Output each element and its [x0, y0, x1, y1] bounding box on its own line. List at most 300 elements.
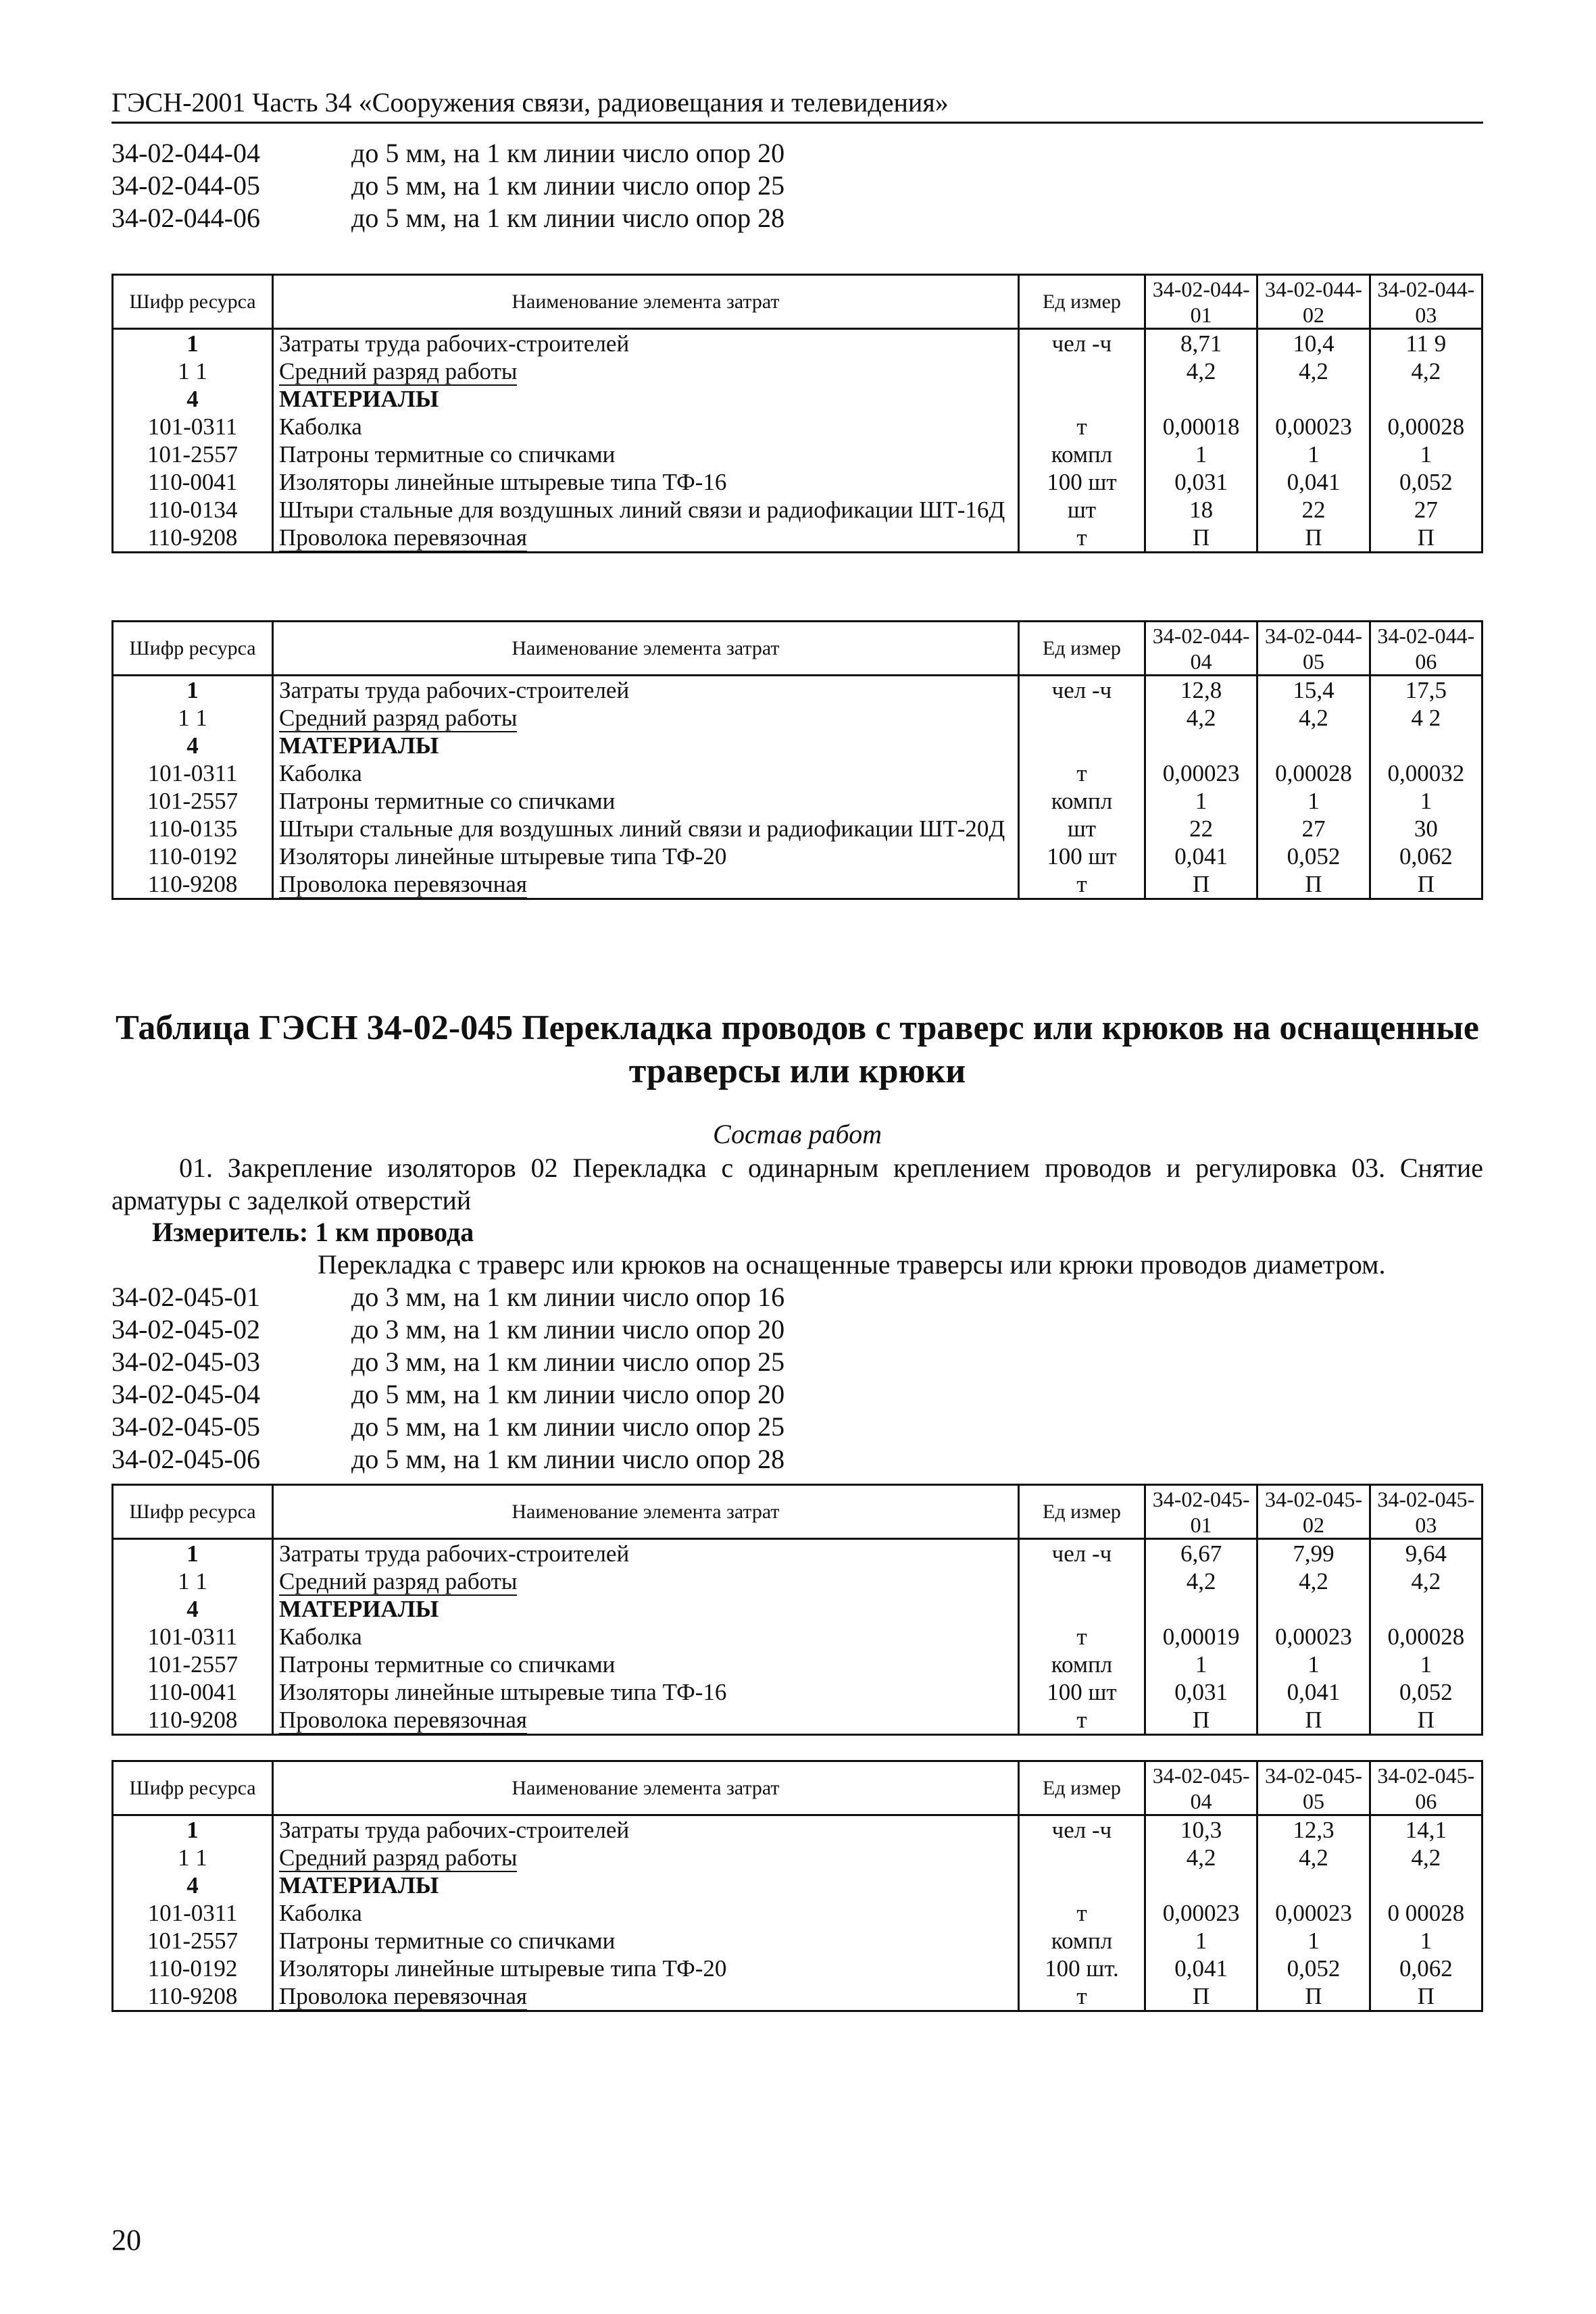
value-cell: 4,2	[1145, 1844, 1257, 1871]
value-cell: 14,1	[1370, 1815, 1482, 1844]
resource-code: 1	[113, 1539, 273, 1568]
resource-code: 4	[113, 732, 273, 759]
cost-element-name	[273, 385, 1019, 413]
unit: т	[1018, 1623, 1145, 1651]
unit: 100 шт	[1018, 842, 1145, 870]
unit	[1018, 385, 1145, 413]
value-cell: 9,64	[1370, 1539, 1482, 1568]
composition-title: Состав работ	[713, 1119, 882, 1149]
code-row	[111, 170, 784, 202]
resource-table-045-1	[111, 1484, 1483, 1736]
resource-code: 1 1	[113, 1844, 273, 1871]
value-cell: 4 2	[1370, 704, 1482, 732]
value-cell: 27	[1370, 496, 1482, 524]
table-row	[113, 704, 1482, 732]
unit	[1018, 1567, 1145, 1595]
header-cost-element: Наименование элемента затрат	[273, 622, 1019, 676]
table-row	[113, 732, 1482, 759]
cost-element-name	[273, 1815, 1019, 1844]
resource-code: 101-2557	[113, 441, 273, 468]
resource-code: 101-2557	[113, 787, 273, 815]
code-row	[111, 1411, 784, 1443]
code-row	[111, 1313, 784, 1346]
value-cell: 0,052	[1370, 1678, 1482, 1706]
table-row	[113, 759, 1482, 787]
header-norm-code: 34-02-045-04	[1145, 1761, 1257, 1815]
unit: т	[1018, 1706, 1145, 1735]
cost-element-name	[273, 1955, 1019, 1982]
unit: компл	[1018, 441, 1145, 468]
norm-code: 34-02-045-06	[111, 1444, 260, 1474]
resource-code: 110-9208	[113, 870, 273, 899]
resource-code: 1 1	[113, 1567, 273, 1595]
value-cell: П	[1370, 524, 1482, 553]
header-cost-element: Наименование элемента затрат	[273, 275, 1019, 329]
cost-element-name	[273, 815, 1019, 842]
cost-element-text: Затраты труда рабочих-строителей	[279, 330, 630, 357]
cost-element-name	[273, 787, 1019, 815]
cost-element-name	[273, 413, 1019, 441]
unit	[1018, 1871, 1145, 1899]
value-cell: 0,00023	[1145, 1899, 1257, 1927]
value-cell: П	[1257, 524, 1370, 553]
code-row	[111, 1443, 784, 1476]
table-row	[113, 842, 1482, 870]
value-cell: 0,00019	[1145, 1623, 1257, 1651]
cost-element-text: Патроны термитные со спичками	[279, 1928, 616, 1954]
value-cell: 0,00023	[1257, 1623, 1370, 1651]
value-cell: 4,2	[1257, 357, 1370, 385]
description: Перекладка с траверс или крюков на оснащенные траверсы или крюки проводов диаметром.	[318, 1249, 1386, 1280]
unit: чел -ч	[1018, 1539, 1145, 1568]
value-cell: 1	[1145, 1927, 1257, 1955]
cost-element-text: Средний разряд работы	[279, 705, 518, 731]
unit: шт	[1018, 496, 1145, 524]
resource-table-044-2	[111, 620, 1483, 900]
header-norm-code: 34-02-045-02	[1257, 1485, 1370, 1539]
cost-element-text: Патроны термитные со спичками	[279, 788, 616, 814]
table-row	[113, 1539, 1482, 1568]
cost-element-text: Каболка	[279, 413, 362, 440]
norm-code: 34-02-044-06	[111, 203, 260, 233]
table-row	[113, 787, 1482, 815]
resource-code: 4	[113, 1595, 273, 1623]
value-cell: П	[1370, 1706, 1482, 1735]
value-cell: 0,00032	[1370, 759, 1482, 787]
resource-table-045-2	[111, 1760, 1483, 2012]
value-cell: 4,2	[1257, 1844, 1370, 1871]
resource-code: 110-9208	[113, 524, 273, 553]
value-cell: 17,5	[1370, 676, 1482, 705]
table-row	[113, 1899, 1482, 1927]
table-row	[113, 1678, 1482, 1706]
value-cell: П	[1145, 870, 1257, 899]
resource-code: 101-2557	[113, 1927, 273, 1955]
cost-element-name	[273, 524, 1019, 553]
unit: шт	[1018, 815, 1145, 842]
header-norm-code: 34-02-044-02	[1257, 275, 1370, 329]
resource-code: 110-0134	[113, 496, 273, 524]
value-cell	[1257, 732, 1370, 759]
norm-description: до 3 мм, на 1 км линии число опор 20	[351, 1314, 785, 1344]
value-cell: 0,052	[1370, 468, 1482, 496]
value-cell: 0,041	[1145, 1955, 1257, 1982]
resource-code: 110-0192	[113, 1955, 273, 1982]
unit	[1018, 732, 1145, 759]
table-row	[113, 1982, 1482, 2011]
unit: чел -ч	[1018, 329, 1145, 358]
table-row	[113, 1871, 1482, 1899]
header-norm-code: 34-02-044-04	[1145, 622, 1257, 676]
value-cell	[1145, 1595, 1257, 1623]
value-cell: П	[1145, 1706, 1257, 1735]
cost-element-text: Проволока перевязочная	[279, 1983, 527, 2009]
table-row	[113, 1595, 1482, 1623]
value-cell: 1	[1370, 441, 1482, 468]
value-cell: 1	[1257, 441, 1370, 468]
page-number: 20	[111, 2223, 141, 2257]
value-cell: 10,3	[1145, 1815, 1257, 1844]
value-cell: 1	[1370, 787, 1482, 815]
value-cell: 0,041	[1257, 1678, 1370, 1706]
header-norm-code: 34-02-044-06	[1370, 622, 1482, 676]
cost-element-name	[273, 1678, 1019, 1706]
unit	[1018, 704, 1145, 732]
norm-code: 34-02-045-01	[111, 1282, 260, 1312]
table-row	[113, 870, 1482, 899]
cost-element-text: МАТЕРИАЛЫ	[279, 1872, 439, 1898]
cost-element-name	[273, 1567, 1019, 1595]
norm-description: до 3 мм, на 1 км линии число опор 25	[351, 1347, 785, 1377]
value-cell: 4,2	[1145, 357, 1257, 385]
resource-table-044-1	[111, 274, 1483, 553]
value-cell: 10,4	[1257, 329, 1370, 358]
value-cell: 0,00028	[1370, 413, 1482, 441]
value-cell: 12,3	[1257, 1815, 1370, 1844]
table-row	[113, 1706, 1482, 1735]
cost-element-name	[273, 1651, 1019, 1678]
value-cell: 0,052	[1257, 842, 1370, 870]
cost-element-name	[273, 1899, 1019, 1927]
table-row	[113, 1955, 1482, 1982]
value-cell: 22	[1257, 496, 1370, 524]
cost-element-text: Изоляторы линейные штыревые типа ТФ-20	[279, 843, 727, 870]
resource-code: 1	[113, 329, 273, 358]
resource-code: 1	[113, 676, 273, 705]
cost-element-name	[273, 1844, 1019, 1871]
value-cell: 0 00028	[1370, 1899, 1482, 1927]
value-cell: 4,2	[1370, 357, 1482, 385]
unit: 100 шт	[1018, 468, 1145, 496]
value-cell	[1257, 1871, 1370, 1899]
unit: компл	[1018, 787, 1145, 815]
cost-element-text: Изоляторы линейные штыревые типа ТФ-20	[279, 1955, 727, 1982]
cost-element-name	[273, 1927, 1019, 1955]
table-row	[113, 413, 1482, 441]
table-row	[113, 1927, 1482, 1955]
value-cell: 1	[1370, 1927, 1482, 1955]
table-row	[113, 815, 1482, 842]
resource-code: 110-9208	[113, 1982, 273, 2011]
resource-code: 110-0041	[113, 468, 273, 496]
page-header: ГЭСН-2001 Часть 34 «Сооружения связи, радиовещания и телевидения»	[111, 86, 1483, 124]
value-cell: 30	[1370, 815, 1482, 842]
unit	[1018, 1595, 1145, 1623]
cost-element-text: Изоляторы линейные штыревые типа ТФ-16	[279, 469, 727, 495]
unit: т	[1018, 1982, 1145, 2011]
table-row	[113, 676, 1482, 705]
table-row	[113, 1651, 1482, 1678]
cost-element-text: Патроны термитные со спичками	[279, 1651, 616, 1678]
measure: Измеритель: 1 км провода	[152, 1217, 474, 1247]
value-cell: 1	[1145, 441, 1257, 468]
value-cell: 0,041	[1145, 842, 1257, 870]
unit: компл	[1018, 1927, 1145, 1955]
cost-element-text: Затраты труда рабочих-строителей	[279, 1540, 630, 1567]
cost-element-name	[273, 1706, 1019, 1735]
unit: компл	[1018, 1651, 1145, 1678]
cost-element-text: МАТЕРИАЛЫ	[279, 1596, 439, 1622]
resource-code: 101-2557	[113, 1651, 273, 1678]
cost-element-text: Средний разряд работы	[279, 1568, 518, 1594]
value-cell	[1370, 1871, 1482, 1899]
header-unit: Ед измер	[1018, 1485, 1145, 1539]
unit: т	[1018, 413, 1145, 441]
value-cell: 22	[1145, 815, 1257, 842]
norm-code: 34-02-045-03	[111, 1347, 260, 1377]
code-row	[111, 1378, 784, 1411]
resource-code: 101-0311	[113, 1623, 273, 1651]
value-cell: П	[1145, 524, 1257, 553]
unit: т	[1018, 1899, 1145, 1927]
value-cell: 1	[1145, 787, 1257, 815]
value-cell: 0,052	[1257, 1955, 1370, 1982]
value-cell	[1145, 732, 1257, 759]
value-cell: 1	[1370, 1651, 1482, 1678]
header-resource-code: Шифр ресурса	[113, 622, 273, 676]
norm-code: 34-02-044-05	[111, 170, 260, 201]
value-cell: 0,00028	[1370, 1623, 1482, 1651]
value-cell: П	[1145, 1982, 1257, 2011]
cost-element-text: МАТЕРИАЛЫ	[279, 386, 439, 412]
value-cell	[1370, 732, 1482, 759]
resource-code: 4	[113, 1871, 273, 1899]
value-cell: 0,00018	[1145, 413, 1257, 441]
composition-text: 01. Закрепление изоляторов 02 Перекладка с одинарным креплением проводов и регулировка 03. Снятие арматуры с заделкой отверстий	[111, 1153, 1483, 1215]
code-list-top	[111, 137, 784, 234]
value-cell: 15,4	[1257, 676, 1370, 705]
value-cell: 4,2	[1257, 704, 1370, 732]
resource-code: 1	[113, 1815, 273, 1844]
header-cost-element: Наименование элемента затрат	[273, 1761, 1019, 1815]
resource-code: 110-9208	[113, 1706, 273, 1735]
value-cell	[1370, 1595, 1482, 1623]
cost-element-name	[273, 870, 1019, 899]
resource-code: 101-0311	[113, 759, 273, 787]
cost-element-name	[273, 676, 1019, 705]
header-norm-code: 34-02-044-05	[1257, 622, 1370, 676]
unit: чел -ч	[1018, 1815, 1145, 1844]
unit	[1018, 1844, 1145, 1871]
table-row	[113, 441, 1482, 468]
cost-element-text: Проволока перевязочная	[279, 524, 527, 551]
value-cell: 4,2	[1370, 1567, 1482, 1595]
cost-element-text: Проволока перевязочная	[279, 1707, 527, 1733]
header-resource-code: Шифр ресурса	[113, 1761, 273, 1815]
table-row	[113, 357, 1482, 385]
value-cell: 0,041	[1257, 468, 1370, 496]
value-cell: П	[1257, 1982, 1370, 2011]
value-cell	[1145, 1871, 1257, 1899]
norm-code: 34-02-044-04	[111, 138, 260, 168]
cost-element-text: Средний разряд работы	[279, 358, 518, 384]
header-unit: Ед измер	[1018, 275, 1145, 329]
cost-element-text: Каболка	[279, 760, 362, 786]
value-cell: 1	[1145, 1651, 1257, 1678]
table-row	[113, 1815, 1482, 1844]
value-cell: 0,00028	[1257, 759, 1370, 787]
value-cell: 0,00023	[1257, 1899, 1370, 1927]
header-norm-code: 34-02-044-03	[1370, 275, 1482, 329]
table-row	[113, 496, 1482, 524]
header-cost-element: Наименование элемента затрат	[273, 1485, 1019, 1539]
value-cell: 12,8	[1145, 676, 1257, 705]
table-row	[113, 468, 1482, 496]
cost-element-name	[273, 759, 1019, 787]
header-norm-code: 34-02-045-03	[1370, 1485, 1482, 1539]
value-cell: 4,2	[1145, 704, 1257, 732]
cost-element-text: Изоляторы линейные штыревые типа ТФ-16	[279, 1679, 727, 1705]
cost-element-text: Проволока перевязочная	[279, 871, 527, 897]
value-cell: 7,99	[1257, 1539, 1370, 1568]
header-norm-code: 34-02-045-01	[1145, 1485, 1257, 1539]
value-cell	[1257, 385, 1370, 413]
value-cell	[1257, 1595, 1370, 1623]
value-cell: 1	[1257, 1651, 1370, 1678]
value-cell: 0,031	[1145, 1678, 1257, 1706]
cost-element-text: Затраты труда рабочих-строителей	[279, 677, 630, 703]
header-norm-code: 34-02-044-01	[1145, 275, 1257, 329]
norm-description: до 5 мм, на 1 км линии число опор 28	[351, 203, 785, 233]
value-cell: 4,2	[1257, 1567, 1370, 1595]
cost-element-name	[273, 1982, 1019, 2011]
value-cell: 0,031	[1145, 468, 1257, 496]
norm-code: 34-02-045-04	[111, 1379, 260, 1409]
header-norm-code: 34-02-045-06	[1370, 1761, 1482, 1815]
header-norm-code: 34-02-045-05	[1257, 1761, 1370, 1815]
resource-code: 110-0135	[113, 815, 273, 842]
table-row	[113, 329, 1482, 358]
unit	[1018, 357, 1145, 385]
cost-element-text: Затраты труда рабочих-строителей	[279, 1817, 630, 1843]
value-cell: 27	[1257, 815, 1370, 842]
value-cell: 6,67	[1145, 1539, 1257, 1568]
resource-code: 4	[113, 385, 273, 413]
norm-description: до 5 мм, на 1 км линии число опор 25	[351, 1411, 785, 1442]
value-cell: 0,00023	[1257, 413, 1370, 441]
cost-element-name	[273, 357, 1019, 385]
table-row	[113, 385, 1482, 413]
table-row	[113, 1623, 1482, 1651]
header-resource-code: Шифр ресурса	[113, 1485, 273, 1539]
norm-description: до 5 мм, на 1 км линии число опор 20	[351, 1379, 785, 1409]
cost-element-name	[273, 732, 1019, 759]
value-cell	[1145, 385, 1257, 413]
table-row	[113, 1567, 1482, 1595]
cost-element-text: МАТЕРИАЛЫ	[279, 732, 439, 759]
code-row	[111, 137, 784, 170]
cost-element-name	[273, 496, 1019, 524]
code-row	[111, 202, 784, 234]
cost-element-name	[273, 1871, 1019, 1899]
value-cell: 18	[1145, 496, 1257, 524]
norm-code: 34-02-045-02	[111, 1314, 260, 1344]
cost-element-text: Штыри стальные для воздушных линий связи и радиофикации ШТ-16Д	[279, 497, 1005, 523]
value-cell: П	[1257, 1706, 1370, 1735]
cost-element-text: Средний разряд работы	[279, 1844, 518, 1871]
value-cell: 4,2	[1370, 1844, 1482, 1871]
unit: 100 шт	[1018, 1678, 1145, 1706]
unit: 100 шт.	[1018, 1955, 1145, 1982]
norm-description: до 5 мм, на 1 км линии число опор 20	[351, 138, 785, 168]
value-cell: 8,71	[1145, 329, 1257, 358]
value-cell: П	[1370, 1982, 1482, 2011]
value-cell: П	[1257, 870, 1370, 899]
cost-element-name	[273, 441, 1019, 468]
cost-element-name	[273, 704, 1019, 732]
resource-code: 110-0192	[113, 842, 273, 870]
resource-code: 1 1	[113, 704, 273, 732]
cost-element-text: Патроны термитные со спичками	[279, 441, 616, 468]
cost-element-name	[273, 329, 1019, 358]
resource-code: 101-0311	[113, 1899, 273, 1927]
code-row	[111, 1281, 784, 1313]
table-title: Таблица ГЭСН 34-02-045 Перекладка проводов с траверс или крюков на оснащенные траверсы или крюки	[116, 1009, 1479, 1090]
value-cell: П	[1370, 870, 1482, 899]
value-cell	[1370, 385, 1482, 413]
unit: т	[1018, 524, 1145, 553]
norm-code: 34-02-045-05	[111, 1411, 260, 1442]
value-cell: 0,062	[1370, 1955, 1482, 1982]
unit: т	[1018, 870, 1145, 899]
cost-element-name	[273, 842, 1019, 870]
value-cell: 0,00023	[1145, 759, 1257, 787]
table-row	[113, 524, 1482, 553]
value-cell: 1	[1257, 1927, 1370, 1955]
table-row	[113, 1844, 1482, 1871]
norm-description: до 3 мм, на 1 км линии число опор 16	[351, 1282, 785, 1312]
cost-element-name	[273, 1539, 1019, 1568]
resource-code: 110-0041	[113, 1678, 273, 1706]
value-cell: 4,2	[1145, 1567, 1257, 1595]
code-row	[111, 1346, 784, 1378]
unit: чел -ч	[1018, 676, 1145, 705]
resource-code: 101-0311	[113, 413, 273, 441]
value-cell: 11 9	[1370, 329, 1482, 358]
cost-element-name	[273, 468, 1019, 496]
header-resource-code: Шифр ресурса	[113, 275, 273, 329]
value-cell: 0,062	[1370, 842, 1482, 870]
cost-element-name	[273, 1595, 1019, 1623]
unit: т	[1018, 759, 1145, 787]
cost-element-name	[273, 1623, 1019, 1651]
header-unit: Ед измер	[1018, 1761, 1145, 1815]
cost-element-text: Штыри стальные для воздушных линий связи и радиофикации ШТ-20Д	[279, 815, 1005, 842]
header-unit: Ед измер	[1018, 622, 1145, 676]
cost-element-text: Каболка	[279, 1624, 362, 1650]
cost-element-text: Каболка	[279, 1900, 362, 1926]
resource-code: 1 1	[113, 357, 273, 385]
